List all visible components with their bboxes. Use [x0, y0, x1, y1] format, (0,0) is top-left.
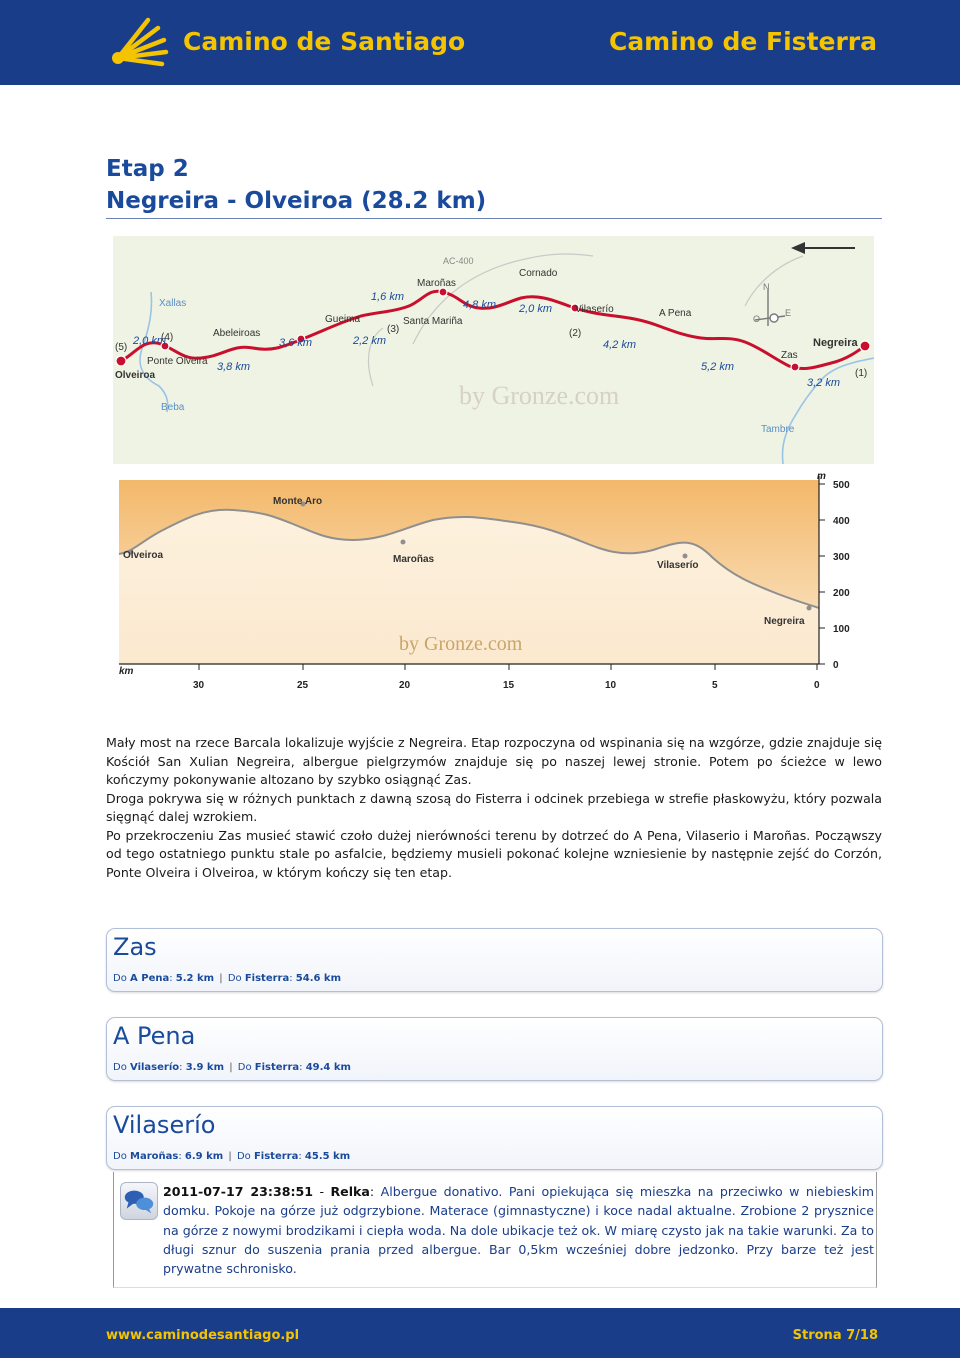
profile-label-vilaserio: Vilaserío: [657, 560, 699, 571]
place-cornado: Cornado: [519, 268, 558, 279]
y-tick: 300: [833, 552, 850, 563]
place-zas: Zas: [781, 350, 798, 361]
map-watermark: by Gronze.com: [459, 381, 620, 410]
marker-label: (5): [115, 342, 128, 353]
page-header: [0, 0, 960, 85]
stop-distances: Do Vilaserío: 3.9 km | Do Fisterra: 49.4 km: [113, 1062, 351, 1073]
marker-label: (4): [161, 332, 174, 343]
comment-datetime: 2011-07-17 23:38:51: [163, 1184, 314, 1199]
stop-distances: Do A Pena: 5.2 km | Do Fisterra: 54.6 km: [113, 973, 342, 984]
elevation-profile: [113, 468, 874, 696]
title-divider: [106, 218, 882, 219]
profile-label-monte-aro: Monte Aro: [273, 496, 323, 507]
dist-label: 3,8 km: [217, 361, 251, 373]
place-gueima: Gueima: [325, 314, 361, 325]
next-stop-link[interactable]: Vilaserío: [130, 1062, 180, 1073]
x-tick: 20: [399, 680, 411, 691]
place-santa-marina: Santa Mariña: [403, 316, 463, 327]
comment-author: Relka: [330, 1184, 370, 1199]
description-paragraph: Droga pokrywa się w różnych punktach z dawną szosą do Fisterra i odcinek przebiega w strefie płaskowyżu, który pozwala sięgnąć dalej wzrokiem.: [106, 790, 882, 824]
y-tick: 100: [833, 624, 850, 635]
profile-watermark: by Gronze.com: [399, 633, 523, 655]
place-negreira: Negreira: [813, 337, 858, 349]
stop-card-zas: [106, 928, 883, 992]
dist-label: 4,2 km: [603, 339, 637, 351]
page-footer: [0, 1308, 960, 1358]
place-xallas: Xallas: [159, 298, 187, 309]
fisterra-link[interactable]: Fisterra: [253, 1151, 299, 1162]
compass-e: E: [785, 308, 792, 318]
next-stop-link[interactable]: A Pena: [130, 973, 170, 984]
description-paragraph: Mały most na rzece Barcala lokalizuje wyjście z Negreira. Etap rozpoczyna od wspinania się na wzgórze, gdzie znajduje się Kościół San Xulian Negreira, albergue pielgrzymów znajduje się po naszej lewej stronie. Potem po ścieżce w lewo kończymy pokonywanie altozano by szybko osiągnąć Zas.: [106, 735, 882, 787]
dist-label: 2,0 km: [519, 303, 553, 315]
stage-number: Etap 2: [106, 156, 189, 182]
place-ponte-olveira: Ponte Olveira: [147, 356, 208, 367]
stop-name: Vilaserío: [113, 1111, 216, 1139]
page-number: Strona 7/18: [792, 1328, 878, 1343]
stop-name: Zas: [113, 933, 157, 961]
chat-bubbles-icon: [120, 1182, 158, 1220]
fisterra-link[interactable]: Fisterra: [254, 1062, 300, 1073]
x-tick: 15: [503, 680, 515, 691]
x-tick: 0: [814, 680, 820, 691]
y-tick: 400: [833, 516, 850, 527]
y-unit: m: [817, 471, 826, 482]
next-stop-link[interactable]: Maroñas: [130, 1151, 179, 1162]
compass-o: O: [753, 314, 761, 324]
x-tick: 10: [605, 680, 617, 691]
x-tick: 25: [297, 680, 309, 691]
place-olveiroa: Olveiroa: [115, 370, 156, 381]
y-tick: 200: [833, 588, 850, 599]
x-tick: 30: [193, 680, 205, 691]
profile-label-olveiroa: Olveiroa: [123, 550, 164, 561]
stage-route: Negreira - Olveiroa (28.2 km): [106, 188, 487, 214]
stage-description: [106, 734, 882, 882]
road-ac400: AC-400: [443, 256, 474, 266]
stop-name: A Pena: [113, 1022, 196, 1050]
dist-label: 3,2 km: [807, 377, 841, 389]
profile-label-maronas: Maroñas: [393, 554, 435, 565]
comment-body: 2011-07-17 23:38:51 - Relka: Albergue donativo. Pani opiekująca się mieszka na przeciwko w niebieskim domku. Pokoje na górze już odgrzybione. Materace (gimnastyczne) i koce nadal aktualne. Zrobione 2 prysznice na górze z nowymi brodzikami i ciepła woda. Na dole ubikacje też ok. W miarę czysto jak na takie warunki. Za to długi sznur do suszenia prania przed albergue. Bar 0,5km wcześniej dobre jedzonko. Przy barze też jest prywatne schronisko.: [163, 1184, 874, 1277]
dist-label: 2,0 km: [133, 335, 167, 347]
stop-card-vilaserio: [106, 1106, 883, 1170]
dist-label: 2,2 km: [353, 335, 387, 347]
place-a-pena: A Pena: [659, 308, 692, 319]
dist-label: 5,2 km: [701, 361, 735, 373]
dist-label: 4,8 km: [463, 299, 497, 311]
profile-label-negreira: Negreira: [764, 616, 805, 627]
marker-label: (3): [387, 324, 400, 335]
stop-distances: Do Maroñas: 6.9 km | Do Fisterra: 45.5 km: [113, 1151, 351, 1162]
comment-text: Albergue donativo. Pani opiekująca się mieszka na przeciwko w niebieskim domku. Pokoje na górze już odgrzybione. Materace (gimnastyczne) i koce nadal aktualne. Zrobione 2 prysznice na górze z nowymi brodzikami i ciepła woda. Na dole ubikacje też ok. W miarę czysto jak na takie warunki. Za to długi sznur do suszenia prania przed albergue. Bar 0,5km wcześniej dobre jedzonko. Przy barze też jest prywatne schronisko.: [163, 1184, 874, 1277]
place-maronas: Maroñas: [417, 278, 456, 289]
place-tambre: Tambre: [761, 424, 795, 435]
footer-url[interactable]: www.caminodesantiago.pl: [106, 1328, 300, 1343]
description-paragraph: Po przekroczeniu Zas musieć stawić czoło dużej nierówności terenu by dotrzeć do A Pena, Vilaserio i Maroñas. Począwszy od tego ostatniego punktu stale po asfalcie, będziemy musieli pokonać kolejne wzniesienie by następnie zejść do Corzón, Ponte Olveira i Olveiroa, w którym kończy się ten etap.: [106, 827, 882, 880]
marker-label: (1): [855, 368, 868, 379]
x-tick: 5: [712, 680, 718, 691]
y-tick: 500: [833, 480, 850, 491]
stop-card-a-pena: [106, 1017, 883, 1081]
marker-label: (2): [569, 328, 582, 339]
route-map: [113, 236, 874, 464]
dist-label: 3,6 km: [279, 337, 313, 349]
site-title-left: Camino de Santiago: [183, 27, 466, 56]
y-tick: 0: [833, 660, 839, 671]
compass-n: N: [763, 282, 770, 292]
place-abeleiroas: Abeleiroas: [213, 328, 261, 339]
user-comment: [113, 1172, 877, 1288]
place-vilaserio: Vilaserío: [575, 304, 614, 315]
scallop-shell-logo: [106, 14, 170, 72]
fisterra-link[interactable]: Fisterra: [244, 973, 290, 984]
place-beba: Beba: [161, 402, 185, 413]
x-unit: km: [119, 666, 134, 677]
site-title-right: Camino de Fisterra: [608, 27, 877, 56]
dist-label: 1,6 km: [371, 291, 405, 303]
